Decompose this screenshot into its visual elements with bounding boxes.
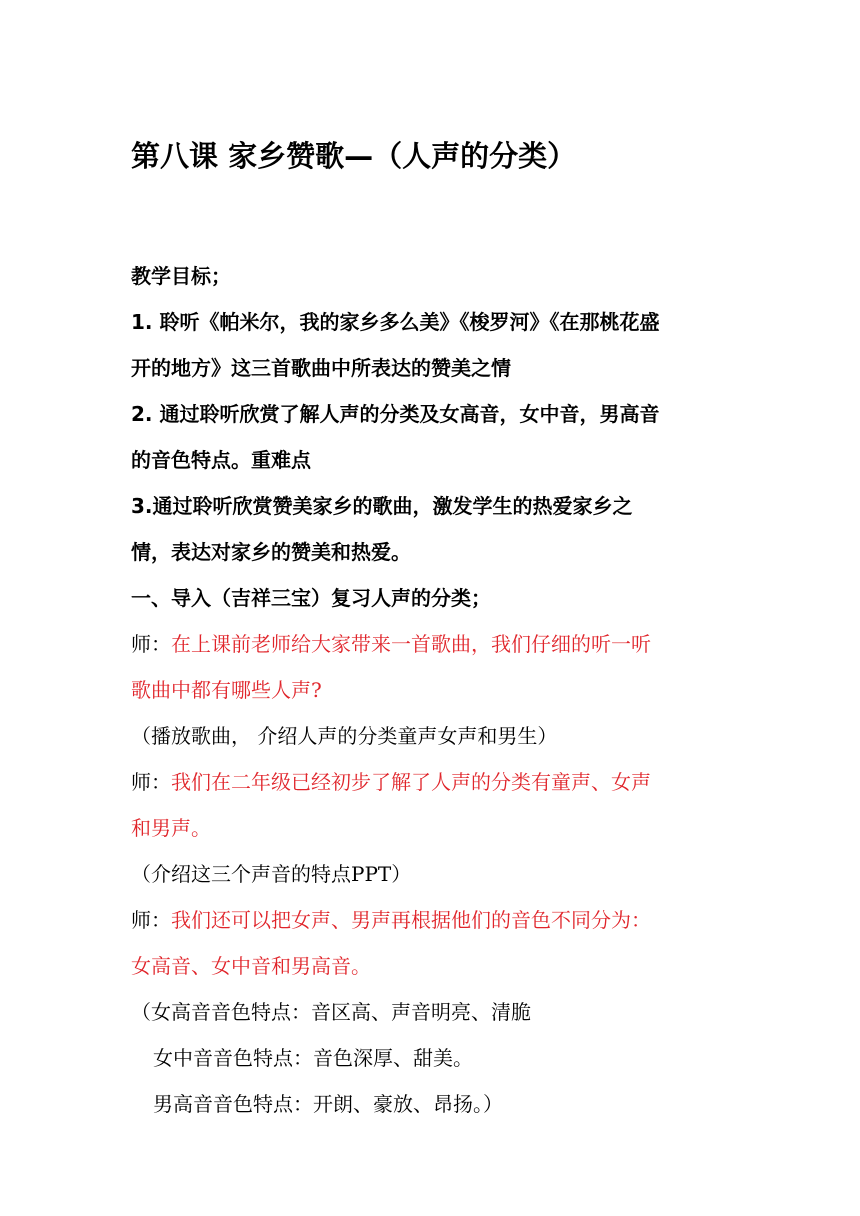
line-text: 情，表达对家乡的赞美和热爱。 <box>131 540 411 564</box>
speaker-label: 师： <box>131 632 171 656</box>
teacher-speech-1-line-2 <box>131 667 741 713</box>
objective-3-line-2 <box>131 529 741 575</box>
speech-text: 在上课前老师给大家带来一首歌曲，我们仔细的听一听 <box>171 632 651 656</box>
teacher-speech-1-line-1 <box>131 621 741 667</box>
objectives-heading <box>131 253 741 299</box>
line-text: 女中音音色特点：音色深厚、甜美。 <box>153 1046 473 1070</box>
line-text: 教学目标； <box>131 264 231 288</box>
line-text: 一、导入（吉祥三宝）复习人声的分类； <box>131 586 491 610</box>
document-title: 第八课 家乡赞歌—（人声的分类） <box>131 139 577 173</box>
objective-3-line-1 <box>131 483 741 529</box>
objective-2-line-2 <box>131 437 741 483</box>
line-text: 1. 聆听《帕米尔，我的家乡多么美》《梭罗河》《在那桃花盛 <box>131 310 660 334</box>
teacher-speech-2-line-2 <box>131 805 741 851</box>
speech-text: 我们还可以把女声、男声再根据他们的音色不同分为： <box>171 908 651 932</box>
voice-trait-mezzo <box>131 1035 741 1081</box>
line-text: （播放歌曲， 介绍人声的分类童声女声和男生） <box>131 724 558 748</box>
objective-1-line-2 <box>131 345 741 391</box>
line-text: 的音色特点。重难点 <box>131 448 311 472</box>
teacher-speech-2-line-1 <box>131 759 741 805</box>
teacher-speech-3-line-1 <box>131 897 741 943</box>
speaker-label: 师： <box>131 770 171 794</box>
line-text: 3.通过聆听欣赏赞美家乡的歌曲，激发学生的热爱家乡之 <box>131 494 633 518</box>
speech-text: 歌曲中都有哪些人声? <box>131 678 322 702</box>
document-body <box>131 253 741 1127</box>
line-text: （介绍这三个声音的特点PPT） <box>131 862 412 886</box>
line-text: 开的地方》这三首歌曲中所表达的赞美之情 <box>131 356 511 380</box>
stage-note-1 <box>131 713 741 759</box>
objective-2-line-1 <box>131 391 741 437</box>
line-text: 男高音音色特点：开朗、豪放、昂扬。） <box>153 1092 503 1116</box>
objective-1-line-1 <box>131 299 741 345</box>
line-text: （女高音音色特点：音区高、声音明亮、清脆 <box>131 1000 531 1024</box>
speech-text: 我们在二年级已经初步了解了人声的分类有童声、女声 <box>171 770 651 794</box>
speech-text: 女高音、女中音和男高音。 <box>131 954 371 978</box>
stage-note-2 <box>131 851 741 897</box>
voice-trait-soprano <box>131 989 741 1035</box>
voice-trait-tenor <box>131 1081 741 1127</box>
line-text: 2. 通过聆听欣赏了解人声的分类及女高音，女中音，男高音 <box>131 402 660 426</box>
speaker-label: 师： <box>131 908 171 932</box>
section-1-heading <box>131 575 741 621</box>
speech-text: 和男声。 <box>131 816 211 840</box>
teacher-speech-3-line-2 <box>131 943 741 989</box>
